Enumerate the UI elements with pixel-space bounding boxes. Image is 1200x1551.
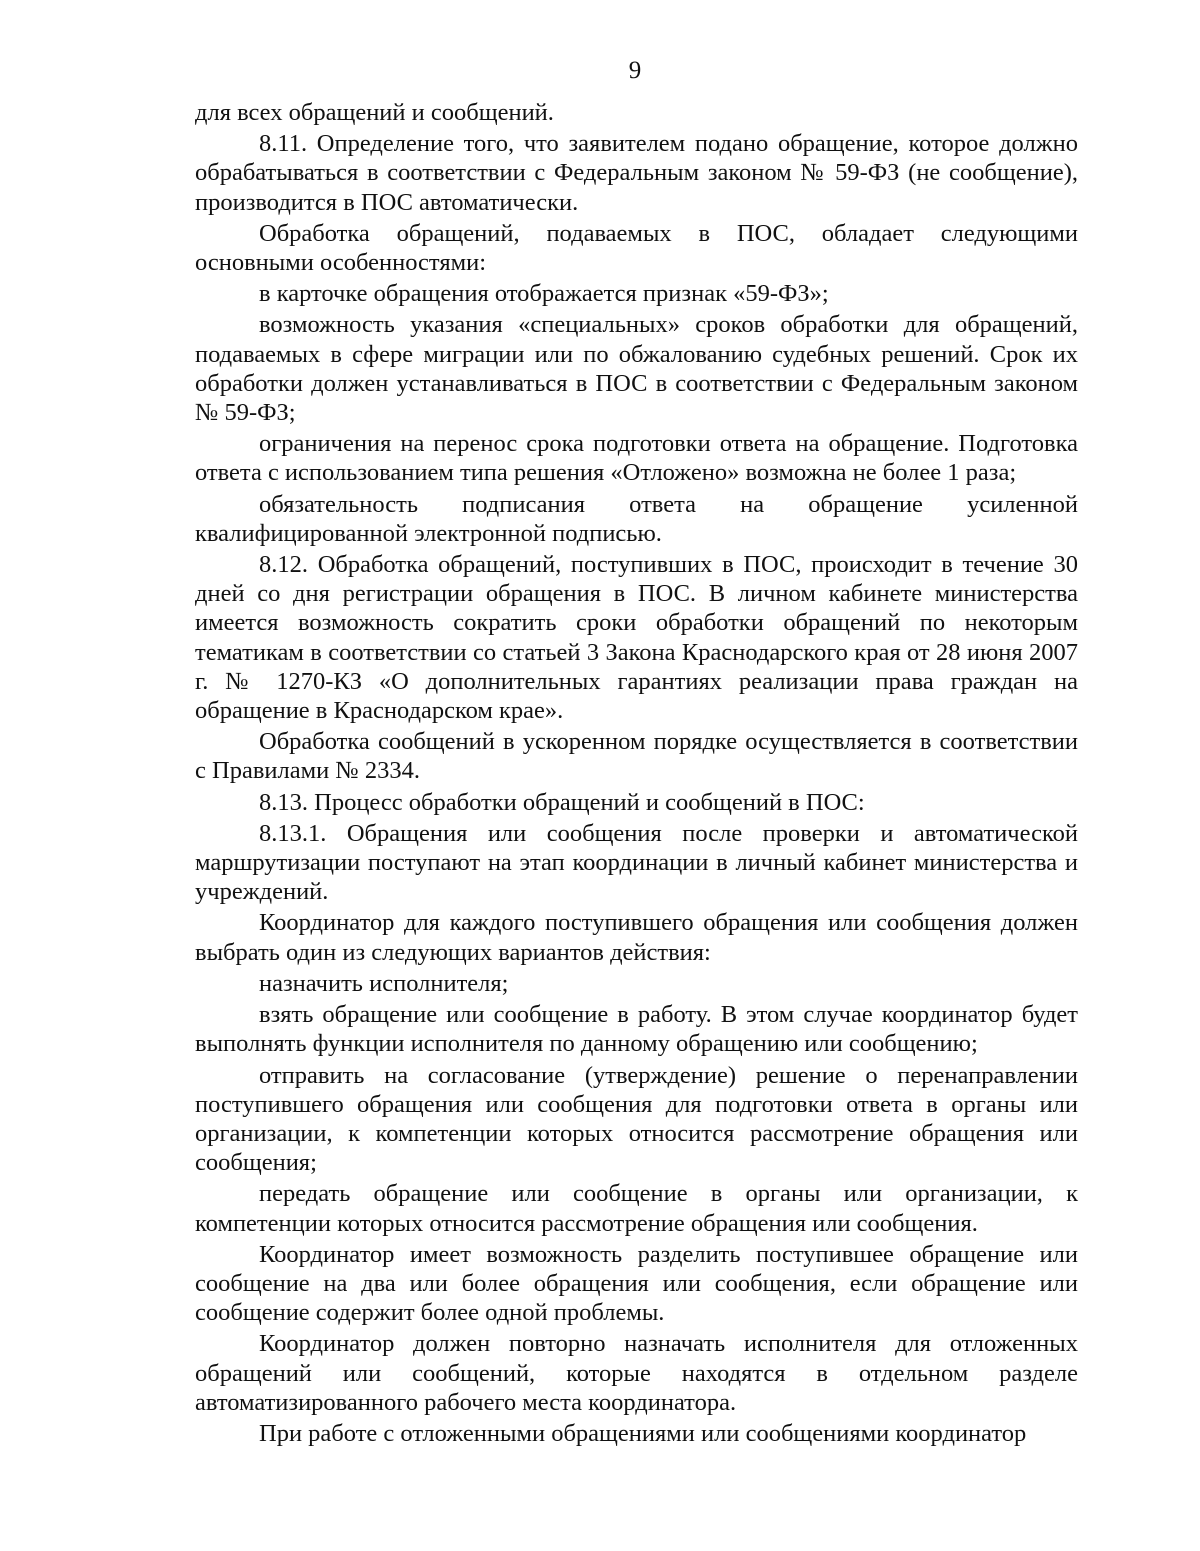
paragraph: Координатор имеет возможность разделить поступившее обращение или сообщение на два или более обращения или сообщения, если обращение или сообщение содержит более одной проблемы. — [195, 1240, 1078, 1327]
paragraph: обязательность подписания ответа на обращение усиленной квалифицированной электронной подписью. — [195, 490, 1078, 547]
paragraph: При работе с отложенными обращениями или сообщениями координатор — [259, 1419, 1027, 1447]
paragraph: назначить исполнителя; — [259, 969, 509, 997]
page-number: 9 — [628, 57, 642, 84]
paragraph: передать обращение или сообщение в органы или организации, к компетенции которых относится рассмотрение обращения или сообщения. — [195, 1180, 1078, 1237]
paragraph: Координатор для каждого поступившего обращения или сообщения должен выбрать один из следующих вариантов действия: — [195, 909, 1078, 966]
paragraph: 8.13. Процесс обработки обращений и сообщений в ПОС: — [259, 788, 865, 816]
paragraph: ограничения на перенос срока подготовки ответа на обращение. Подготовка ответа с использованием типа решения «Отложено» возможна не более 1 раза; — [195, 430, 1078, 487]
paragraph: Обработка сообщений в ускоренном порядке осуществляется в соответствии с Правилами № 2334. — [195, 728, 1078, 785]
paragraph: взять обращение или сообщение в работу. В этом случае координатор будет выполнять функции исполнителя по данному обращению или сообщению; — [195, 1001, 1078, 1058]
paragraph: отправить на согласование (утверждение) решение о перенаправлении поступившего обращения или сообщения для подготовки ответа в органы или организации, к компетенции которых относится рассмотрение обращения или сообщения; — [195, 1061, 1078, 1177]
paragraph: возможность указания «специальных» сроков обработки для обращений, подаваемых в сфере миграции или по обжалованию судебных решений. Срок их обработки должен устанавливаться в ПОС в соответствии с Федеральным законом № 59-ФЗ; — [195, 311, 1078, 427]
paragraph: для всех обращений и сообщений. — [195, 99, 554, 126]
paragraph: 8.12. Обработка обращений, поступивших в ПОС, происходит в течение 30 дней со дня регистрации обращения в ПОС. В личном кабинете министерства имеется возможность сократить сроки обработки обращений по некоторым тематикам в соответствии со статьей 3 Закона Краснодарского края от 28 июня 2007 г. № 1270-КЗ «О дополнительных гарантиях реализации права граждан на обращение в Краснодарском крае». — [195, 551, 1078, 725]
paragraph: в карточке обращения отображается признак «59-ФЗ»; — [259, 280, 829, 308]
paragraph: 8.13.1. Обращения или сообщения после проверки и автоматической маршрутизации поступают на этап координации в личный кабинет министерства и учреждений. — [195, 819, 1078, 906]
paragraph: Обработка обращений, подаваемых в ПОС, обладает следующими основными особенностями: — [195, 219, 1078, 277]
paragraph: Координатор должен повторно назначать исполнителя для отложенных обращений или сообщений, которые находятся в отдельном разделе автоматизированного рабочего места координатора. — [195, 1330, 1078, 1416]
document-body — [195, 98, 1078, 1450]
paragraph: 8.11. Определение того, что заявителем подано обращение, которое должно обрабатываться в соответствии с Федеральным законом № 59-ФЗ (не сообщение), производится в ПОС автоматически. — [195, 130, 1078, 216]
